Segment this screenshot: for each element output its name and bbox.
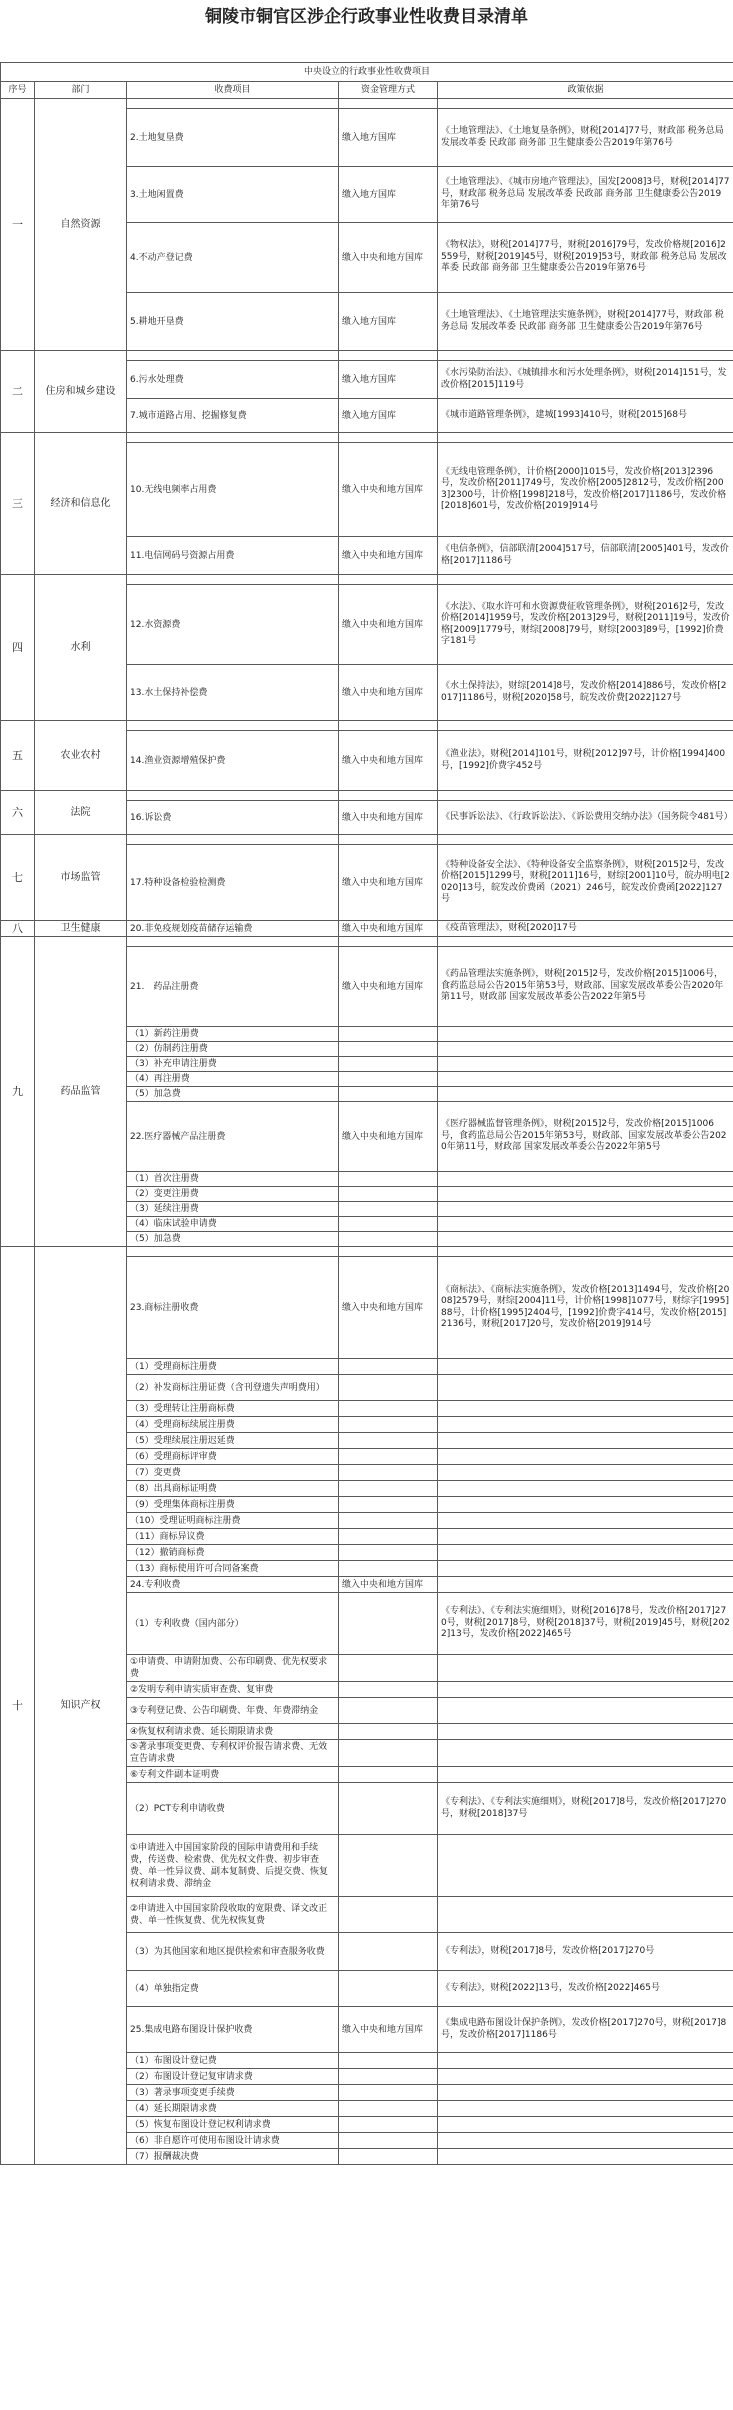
fund-management: 缴入中央和地方国库 xyxy=(339,537,438,575)
empty-cell xyxy=(339,99,438,109)
fee-item: 24.专利收费 xyxy=(127,1577,339,1593)
fund-management xyxy=(339,1359,438,1375)
policy-basis xyxy=(438,1433,733,1449)
table-row-spacer xyxy=(1,791,733,801)
fee-item: （6）非自愿许可使用布图设计请求费 xyxy=(127,2133,339,2149)
policy-basis: 《土地管理法》、《土地管理法实施条例》，财税[2014]77号，财政部 税务总局 发展改革委 民政部 商务部 卫生健康委公告2019年第76号 xyxy=(438,293,733,351)
policy-basis: 《专利法》，财税[2017]8号，发改价格[2017]270号 xyxy=(438,1933,733,1971)
empty-cell xyxy=(339,791,438,801)
fee-item: （3）著录事项变更手续费 xyxy=(127,2085,339,2101)
table-row-spacer xyxy=(1,99,733,109)
empty-cell xyxy=(438,99,733,109)
fee-table xyxy=(0,62,733,2165)
group-seq: 八 xyxy=(1,921,35,937)
empty-cell xyxy=(438,351,733,361)
fund-management xyxy=(339,1783,438,1835)
fund-management xyxy=(339,1740,438,1767)
policy-basis: 《专利法》、《专利法实施细则》，财税[2017]8号，发改价格[2017]270号，财税[2018]37号 xyxy=(438,1783,733,1835)
fund-management xyxy=(339,2149,438,2165)
fee-item: （5）加急费 xyxy=(127,1232,339,1247)
policy-basis xyxy=(438,1027,733,1042)
fund-management xyxy=(339,1897,438,1933)
section-title: 中央设立的行政事业性收费项目 xyxy=(1,63,733,82)
policy-basis: 《土地管理法》、《土地复垦条例》，财税[2014]77号，财政部 税务总局 发展改革委 民政部 商务部 卫生健康委公告2019年第76号 xyxy=(438,109,733,167)
fund-management: 缴入中央和地方国库 xyxy=(339,1102,438,1172)
fee-item: ①申请费、申请附加费、公布印刷费、优先权要求费 xyxy=(127,1655,339,1682)
policy-basis: 《电信条例》，信部联清[2004]517号，信部联清[2005]401号，发改价格[2017]1186号 xyxy=(438,537,733,575)
fund-management xyxy=(339,1202,438,1217)
header-dept: 部门 xyxy=(35,82,127,99)
fund-management xyxy=(339,1433,438,1449)
fee-item: （5）恢复布图设计登记权利请求费 xyxy=(127,2117,339,2133)
policy-basis xyxy=(438,1655,733,1682)
fund-management: 缴入中央和地方国库 xyxy=(339,731,438,791)
fee-item: （6）受理商标评审费 xyxy=(127,1449,339,1465)
policy-basis xyxy=(438,2149,733,2165)
fund-management: 缴入中央和地方国库 xyxy=(339,947,438,1027)
empty-cell xyxy=(127,99,339,109)
fee-item: （3）为其他国家和地区提供检索和审查服务收费 xyxy=(127,1933,339,1971)
empty-cell xyxy=(339,1247,438,1257)
table-row-spacer xyxy=(1,835,733,845)
fee-item: ⑥专利文件副本证明费 xyxy=(127,1767,339,1783)
fee-item: 10.无线电频率占用费 xyxy=(127,443,339,537)
fund-management xyxy=(339,1835,438,1897)
fund-management xyxy=(339,1698,438,1724)
policy-basis: 《水法》、《取水许可和水资源费征收管理条例》，财税[2016]2号，发改价格[2014]1959号，发改价格[2013]29号，财税[2011]19号，发改价格[2009]1779号，财综[2008]79号，财综[2003]89号，[1992]价费字181号 xyxy=(438,585,733,665)
fund-management xyxy=(339,1087,438,1102)
group-dept: 水利 xyxy=(35,575,127,721)
policy-basis xyxy=(438,1682,733,1698)
policy-basis xyxy=(438,1087,733,1102)
policy-basis xyxy=(438,2101,733,2117)
fee-item: （8）出具商标证明费 xyxy=(127,1481,339,1497)
fund-management xyxy=(339,1593,438,1655)
fee-item: （2）变更注册费 xyxy=(127,1187,339,1202)
policy-basis xyxy=(438,1724,733,1740)
group-seq: 六 xyxy=(1,791,35,835)
fund-management xyxy=(339,2133,438,2149)
fund-management xyxy=(339,1217,438,1232)
fee-item: ③专利登记费、公告印刷费、年费、年费滞纳金 xyxy=(127,1698,339,1724)
fund-management xyxy=(339,1375,438,1401)
fee-item: （1）新药注册费 xyxy=(127,1027,339,1042)
fund-management xyxy=(339,2101,438,2117)
table-row-spacer xyxy=(1,721,733,731)
policy-basis xyxy=(438,1577,733,1593)
empty-cell xyxy=(127,433,339,443)
policy-basis xyxy=(438,1545,733,1561)
policy-basis xyxy=(438,2053,733,2069)
policy-basis xyxy=(438,1232,733,1247)
fund-management xyxy=(339,1042,438,1057)
fund-management: 缴入中央和地方国库 xyxy=(339,665,438,721)
policy-basis: 《物权法》，财税[2014]77号，财税[2016]79号，发改价格规[2016]2559号，财税[2019]45号，财税[2019]53号，财政部 税务总局 发展改革委 民政部 商务部 卫生健康委公告2019年第76号 xyxy=(438,223,733,293)
fee-item: 14.渔业资源增殖保护费 xyxy=(127,731,339,791)
fund-management xyxy=(339,1072,438,1087)
policy-basis xyxy=(438,1042,733,1057)
empty-cell xyxy=(127,791,339,801)
empty-cell xyxy=(127,351,339,361)
fund-management xyxy=(339,2085,438,2101)
policy-basis xyxy=(438,2085,733,2101)
policy-basis: 《无线电管理条例》，计价格[2000]1015号，发改价格[2013]2396号，发改价格[2011]749号，发改价格[2005]2812号，发改价格[2003]2300号，计价格[1998]218号，发改价格[2017]1186号，发改价格[2018]601号，发改价格[2019]914号 xyxy=(438,443,733,537)
empty-cell xyxy=(438,721,733,731)
fee-item: 25.集成电路布图设计保护收费 xyxy=(127,2007,339,2053)
fund-management: 缴入地方国库 xyxy=(339,361,438,399)
fee-item: 5.耕地开垦费 xyxy=(127,293,339,351)
fund-management: 缴入中央和地方国库 xyxy=(339,1577,438,1593)
fee-item: （7）报酬裁决费 xyxy=(127,2149,339,2165)
policy-basis xyxy=(438,1202,733,1217)
policy-basis: 《水土保持法》，财综[2014]8号，发改价格[2014]886号，发改价格[2017]1186号，财税[2020]58号，皖发改价费[2022]127号 xyxy=(438,665,733,721)
fee-item: 20.非免疫规划疫苗储存运输费 xyxy=(127,921,339,937)
policy-basis: 《特种设备安全法》、《特种设备安全监察条例》，财税[2015]2号，发改价格[2015]1299号，财税[2011]16号，财综[2001]10号，皖办明电[2020]13号，皖发改价费函（2021）246号，皖发改价费函[2022]127号 xyxy=(438,845,733,921)
fund-management xyxy=(339,1027,438,1042)
fund-management: 缴入中央和地方国库 xyxy=(339,443,438,537)
fund-management xyxy=(339,1724,438,1740)
fund-management xyxy=(339,1401,438,1417)
fund-management xyxy=(339,1497,438,1513)
fee-item: ②发明专利申请实质审查费、复审费 xyxy=(127,1682,339,1698)
empty-cell xyxy=(127,721,339,731)
header-row xyxy=(1,82,733,99)
fund-management: 缴入中央和地方国库 xyxy=(339,585,438,665)
group-dept: 农业农村 xyxy=(35,721,127,791)
fund-management xyxy=(339,1481,438,1497)
fund-management xyxy=(339,1655,438,1682)
fee-item: 7.城市道路占用、挖掘修复费 xyxy=(127,399,339,433)
policy-basis xyxy=(438,1513,733,1529)
fee-item: ①申请进入中国国家阶段的国际申请费用和手续费，传送费、检索费、优先权文件费、初步审查费、单一性异议费、副本复制费、后提交费、恢复权利请求费、滞纳金 xyxy=(127,1835,339,1897)
fee-item: 11.电信网码号资源占用费 xyxy=(127,537,339,575)
policy-basis xyxy=(438,1698,733,1724)
fee-item: ②申请进入中国国家阶段收取的宽限费、译文改正费、单一性恢复费、优先权恢复费 xyxy=(127,1897,339,1933)
fee-item: （4）再注册费 xyxy=(127,1072,339,1087)
policy-basis: 《民事诉讼法》、《行政诉讼法》、《诉讼费用交纳办法》（国务院令481号） xyxy=(438,801,733,835)
fee-item: （5）受理续展注册迟延费 xyxy=(127,1433,339,1449)
fund-management xyxy=(339,1529,438,1545)
fee-item: 23.商标注册收费 xyxy=(127,1257,339,1359)
group-seq: 三 xyxy=(1,433,35,575)
policy-basis xyxy=(438,1740,733,1767)
policy-basis xyxy=(438,1497,733,1513)
policy-basis xyxy=(438,2133,733,2149)
table-row-spacer xyxy=(1,575,733,585)
policy-basis xyxy=(438,2117,733,2133)
fund-management: 缴入中央和地方国库 xyxy=(339,801,438,835)
policy-basis xyxy=(438,1897,733,1933)
page-title: 铜陵市铜官区涉企行政事业性收费目录清单 xyxy=(205,7,528,27)
fee-item: （3）延续注册费 xyxy=(127,1202,339,1217)
policy-basis xyxy=(438,1057,733,1072)
fee-item: 13.水土保持补偿费 xyxy=(127,665,339,721)
header-item: 收费项目 xyxy=(127,82,339,99)
empty-cell xyxy=(438,791,733,801)
fee-item: 6.污水处理费 xyxy=(127,361,339,399)
fee-item: 22.医疗器械产品注册费 xyxy=(127,1102,339,1172)
fund-management xyxy=(339,2069,438,2085)
group-dept: 市场监管 xyxy=(35,835,127,921)
fee-item: （3）补充申请注册费 xyxy=(127,1057,339,1072)
table-row-spacer xyxy=(1,433,733,443)
fee-item: （4）延长期限请求费 xyxy=(127,2101,339,2117)
policy-basis: 《疫苗管理法》，财税[2020]17号 xyxy=(438,921,733,937)
empty-cell xyxy=(438,937,733,947)
group-seq: 十 xyxy=(1,1247,35,2165)
header-fund: 资金管理方式 xyxy=(339,82,438,99)
fee-item: （1）布图设计登记费 xyxy=(127,2053,339,2069)
group-dept: 法院 xyxy=(35,791,127,835)
fee-item: （4）临床试验申请费 xyxy=(127,1217,339,1232)
group-dept: 药品监管 xyxy=(35,937,127,1247)
group-seq: 二 xyxy=(1,351,35,433)
policy-basis xyxy=(438,1187,733,1202)
fee-item: （13）商标使用许可合同备案费 xyxy=(127,1561,339,1577)
header-basis: 政策依据 xyxy=(438,82,733,99)
fund-management: 缴入地方国库 xyxy=(339,167,438,223)
fee-item: 4.不动产登记费 xyxy=(127,223,339,293)
fund-management: 缴入中央和地方国库 xyxy=(339,1257,438,1359)
fee-item: 12.水资源费 xyxy=(127,585,339,665)
fund-management xyxy=(339,1561,438,1577)
table-row-spacer xyxy=(1,351,733,361)
group-dept: 经济和信息化 xyxy=(35,433,127,575)
group-dept: 知识产权 xyxy=(35,1247,127,2165)
fee-item: （11）商标异议费 xyxy=(127,1529,339,1545)
fee-item: 17.特种设备检验检测费 xyxy=(127,845,339,921)
empty-cell xyxy=(339,351,438,361)
fund-management: 缴入中央和地方国库 xyxy=(339,2007,438,2053)
policy-basis xyxy=(438,1401,733,1417)
policy-basis xyxy=(438,1465,733,1481)
policy-basis xyxy=(438,1217,733,1232)
empty-cell xyxy=(438,1247,733,1257)
policy-basis: 《专利法》、《专利法实施细则》，财税[2016]78号，发改价格[2017]270号，财税[2017]8号，财税[2018]37号，财税[2019]45号，财税[2022]13号，发改价格[2022]465号 xyxy=(438,1593,733,1655)
fund-management xyxy=(339,1933,438,1971)
empty-cell xyxy=(339,721,438,731)
fund-management xyxy=(339,2053,438,2069)
fund-management xyxy=(339,1187,438,1202)
policy-basis: 《商标法》、《商标法实施条例》，发改价格[2013]1494号，发改价格[2008]2579号，财综[2004]11号，计价格[1998]1077号，财综字[1995]88号，计价格[1995]2404号，[1992]价费字414号，发改价格[2015]2136号，财税[2017]20号，发改价格[2019]914号 xyxy=(438,1257,733,1359)
group-dept: 住房和城乡建设 xyxy=(35,351,127,433)
header-seq: 序号 xyxy=(1,82,35,99)
fund-management: 缴入地方国库 xyxy=(339,399,438,433)
policy-basis xyxy=(438,2069,733,2085)
fee-item: 16.诉讼费 xyxy=(127,801,339,835)
empty-cell xyxy=(339,937,438,947)
fee-item: （4）受理商标续展注册费 xyxy=(127,1417,339,1433)
fee-item: 3.土地闲置费 xyxy=(127,167,339,223)
policy-basis xyxy=(438,1359,733,1375)
fund-management xyxy=(339,1545,438,1561)
policy-basis xyxy=(438,1767,733,1783)
group-seq: 四 xyxy=(1,575,35,721)
table-row-spacer xyxy=(1,1247,733,1257)
policy-basis xyxy=(438,1835,733,1897)
fund-management xyxy=(339,1767,438,1783)
fee-item: （5）加急费 xyxy=(127,1087,339,1102)
table-body xyxy=(1,99,733,2165)
fee-item: ⑤著录事项变更费、专利权评价报告请求费、无效宣告请求费 xyxy=(127,1740,339,1767)
fee-item: 21. 药品注册费 xyxy=(127,947,339,1027)
fee-item: （2）补发商标注册证费（含刊登遗失声明费用） xyxy=(127,1375,339,1401)
policy-basis: 《水污染防治法》、《城镇排水和污水处理条例》，财税[2014]151号，发改价格[2015]119号 xyxy=(438,361,733,399)
fund-management xyxy=(339,1057,438,1072)
fund-management xyxy=(339,1682,438,1698)
group-seq: 九 xyxy=(1,937,35,1247)
fee-item: （2）布图设计登记复审请求费 xyxy=(127,2069,339,2085)
fund-management xyxy=(339,1449,438,1465)
policy-basis xyxy=(438,1449,733,1465)
fund-management: 缴入中央和地方国库 xyxy=(339,845,438,921)
policy-basis xyxy=(438,1529,733,1545)
section-title-row xyxy=(1,63,733,82)
empty-cell xyxy=(127,1247,339,1257)
policy-basis xyxy=(438,1072,733,1087)
fund-management xyxy=(339,2117,438,2133)
group-dept: 卫生健康 xyxy=(35,921,127,937)
group-seq: 七 xyxy=(1,835,35,921)
policy-basis xyxy=(438,1172,733,1187)
policy-basis: 《渔业法》，财税[2014]101号，财税[2012]97号，计价格[1994]400号，[1992]价费字452号 xyxy=(438,731,733,791)
fee-item: ④恢复权利请求费、延长期限请求费 xyxy=(127,1724,339,1740)
fund-management: 缴入中央和地方国库 xyxy=(339,223,438,293)
fund-management xyxy=(339,1417,438,1433)
group-seq: 五 xyxy=(1,721,35,791)
fund-management xyxy=(339,1971,438,2007)
table-row-spacer xyxy=(1,937,733,947)
fee-item: （1）专利收费（国内部分） xyxy=(127,1593,339,1655)
policy-basis xyxy=(438,1375,733,1401)
policy-basis: 《城市道路管理条例》，建城[1993]410号，财税[2015]68号 xyxy=(438,399,733,433)
policy-basis: 《药品管理法实施条例》，财税[2015]2号，发改价格[2015]1006号，食药监总局公告2015年第53号，财政部、国家发展改革委公告2020年第11号，财政部 国家发展改革委公告2022年第5号 xyxy=(438,947,733,1027)
policy-basis: 《医疗器械监督管理条例》，财税[2015]2号，发改价格[2015]1006号，食药监总局公告2015年第53号，财政部、国家发展改革委公告2020年第11号，财政部 国家发展改革委公告2022年第5号 xyxy=(438,1102,733,1172)
empty-cell xyxy=(339,433,438,443)
policy-basis xyxy=(438,1561,733,1577)
fee-item: （7）变更费 xyxy=(127,1465,339,1481)
fee-item: （2）PCT专利申请收费 xyxy=(127,1783,339,1835)
fund-management xyxy=(339,1172,438,1187)
table-row xyxy=(1,921,733,937)
empty-cell xyxy=(127,575,339,585)
fee-item: （10）受理证明商标注册费 xyxy=(127,1513,339,1529)
policy-basis: 《集成电路布图设计保护条例》，发改价格[2017]270号，财税[2017]8号，发改价格[2017]1186号 xyxy=(438,2007,733,2053)
fee-item: 2.土地复垦费 xyxy=(127,109,339,167)
fund-management: 缴入中央和地方国库 xyxy=(339,921,438,937)
fund-management xyxy=(339,1232,438,1247)
empty-cell xyxy=(127,937,339,947)
fee-item: （3）受理转让注册商标费 xyxy=(127,1401,339,1417)
fund-management xyxy=(339,1513,438,1529)
policy-basis xyxy=(438,1417,733,1433)
fee-item: （4）单独指定费 xyxy=(127,1971,339,2007)
fee-item: （1）受理商标注册费 xyxy=(127,1359,339,1375)
fee-item: （12）撤销商标费 xyxy=(127,1545,339,1561)
title-spacer xyxy=(0,42,733,62)
policy-basis: 《专利法》，财税[2022]13号，发改价格[2022]465号 xyxy=(438,1971,733,2007)
group-dept: 自然资源 xyxy=(35,99,127,351)
fee-item: （1）首次注册费 xyxy=(127,1172,339,1187)
empty-cell xyxy=(438,575,733,585)
empty-cell xyxy=(339,835,438,845)
empty-cell xyxy=(127,835,339,845)
fund-management: 缴入地方国库 xyxy=(339,293,438,351)
fund-management xyxy=(339,1465,438,1481)
fee-item: （9）受理集体商标注册费 xyxy=(127,1497,339,1513)
group-seq: 一 xyxy=(1,99,35,351)
policy-basis xyxy=(438,1481,733,1497)
policy-basis: 《土地管理法》、《城市房地产管理法》，国发[2008]3号，财税[2014]77号，财政部 税务总局 发展改革委 民政部 商务部 卫生健康委公告2019年第76号 xyxy=(438,167,733,223)
fee-item: （2）仿制药注册费 xyxy=(127,1042,339,1057)
empty-cell xyxy=(438,835,733,845)
empty-cell xyxy=(339,575,438,585)
empty-cell xyxy=(438,433,733,443)
fund-management: 缴入地方国库 xyxy=(339,109,438,167)
